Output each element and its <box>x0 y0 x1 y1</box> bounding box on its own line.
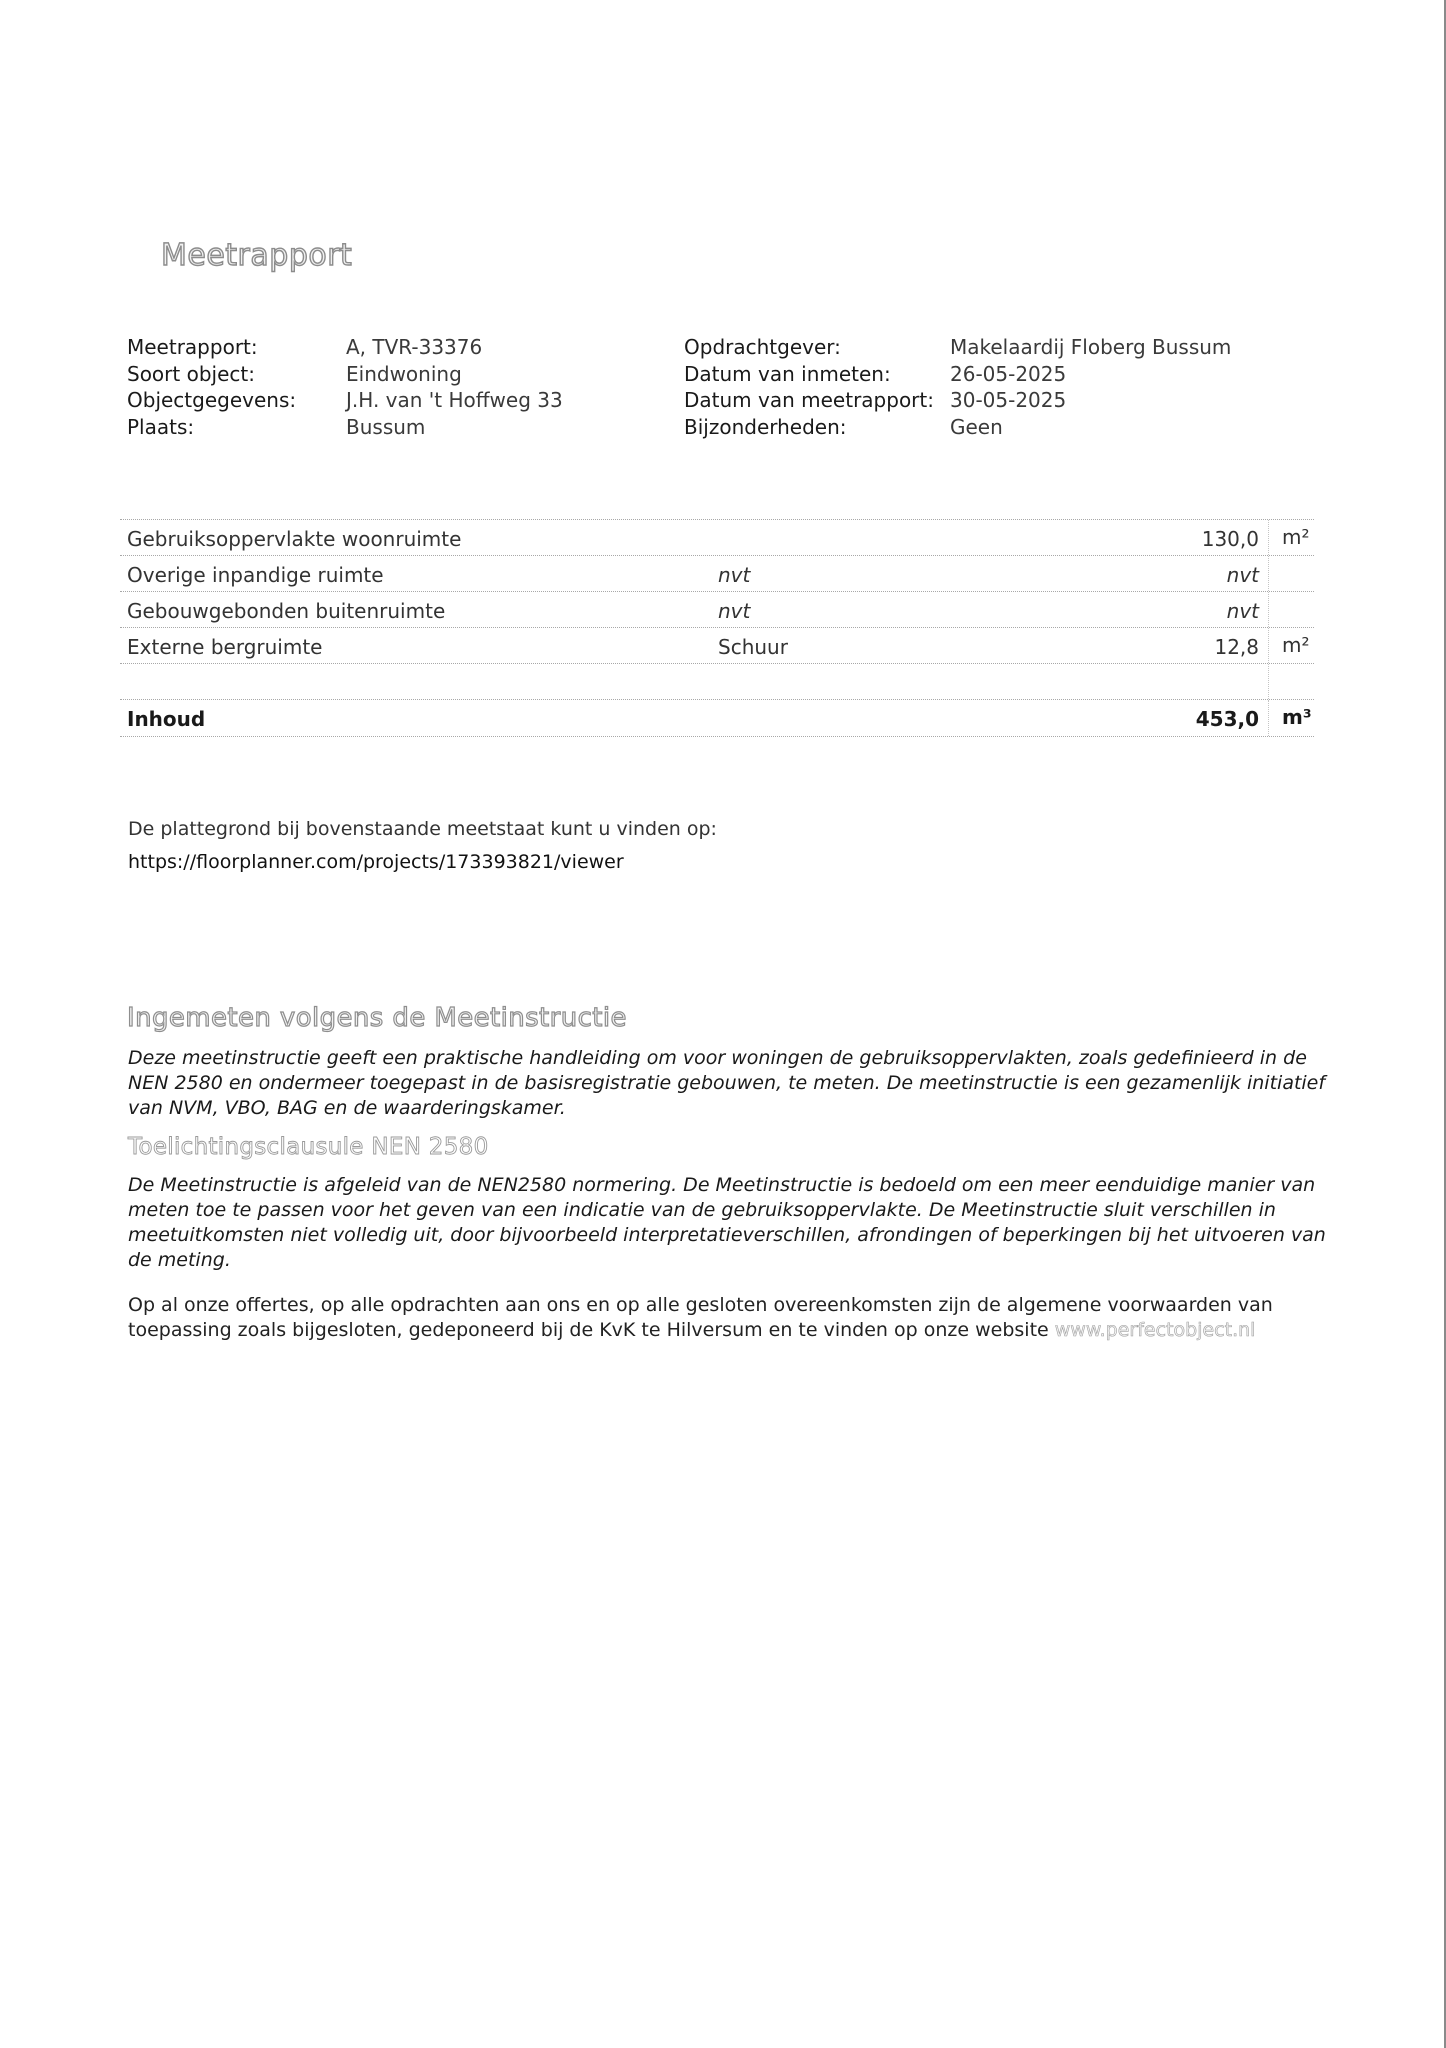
measurement-label: Inhoud <box>127 707 206 731</box>
info-label: Opdrachtgever: <box>684 335 841 359</box>
info-row-opdrachtgever <box>684 334 1231 361</box>
measurement-note: nvt <box>718 563 751 587</box>
info-row-objectgegevens <box>127 387 563 414</box>
info-value: Geen <box>950 414 1003 439</box>
floorplan-link[interactable]: https://floorplanner.com/projects/173393821/viewer <box>128 851 624 873</box>
measurement-row-gebruiksoppervlakte <box>120 519 1314 555</box>
info-value: Eindwoning <box>346 361 462 386</box>
column-divider <box>1268 556 1269 591</box>
measurement-row-externe-berg <box>120 627 1314 663</box>
floorplan-intro: De plattegrond bij bovenstaande meetstaat kunt u vinden op: <box>128 818 717 840</box>
terms-text: Op al onze offertes, op alle opdrachten aan ons en op alle gesloten overeenkomsten zijn de algemene voorwaarden van toepassing zoals bijgesloten, gedeponeerd bij de KvK te Hilversum en te vinden op onze website <box>128 1294 1273 1341</box>
measurement-table <box>120 519 1314 737</box>
info-value: 26-05-2025 <box>950 361 1067 386</box>
measurement-value: 453,0 <box>1195 707 1259 731</box>
info-row-bijzonderheden <box>684 414 1231 441</box>
measurement-row-inhoud <box>120 699 1314 737</box>
section-heading: Ingemeten volgens de Meetinstructie <box>127 1003 627 1033</box>
info-label: Meetrapport: <box>127 335 258 359</box>
measurement-value: nvt <box>1226 563 1259 587</box>
info-label: Plaats: <box>127 414 195 439</box>
info-row-soort-object <box>127 361 563 388</box>
info-label: Soort object: <box>127 361 255 386</box>
measurement-note: nvt <box>718 599 751 623</box>
measurement-value: 12,8 <box>1214 635 1259 659</box>
info-value: 30-05-2025 <box>950 388 1067 412</box>
section-text: Deze meetinstructie geeft een praktische handleiding om voor woningen de gebruiksoppervlakten, zoals gedefinieerd in de NEN 2580 en ondermeer toegepast in de basisregistratie gebouwen, te meten. De meetinstructie is een gezamenlijk initiatief van NVM, VBO, BAG en de waarderingskamer. <box>128 1047 1326 1119</box>
report-info-left <box>127 334 563 440</box>
measurement-unit: m² <box>1282 525 1310 549</box>
measurement-label: Gebouwgebonden buitenruimte <box>127 599 446 623</box>
info-value: Makelaardij Floberg Bussum <box>950 335 1232 359</box>
page-title: Meetrapport <box>161 238 353 273</box>
measurement-value: nvt <box>1226 599 1259 623</box>
measurement-row-empty <box>120 663 1314 699</box>
measurement-row-gebouwgebonden-buiten <box>120 591 1314 627</box>
info-value: A, TVR-33376 <box>346 335 483 359</box>
info-row-datum-inmeten <box>684 361 1231 388</box>
info-row-datum-meetrapport <box>684 387 1231 414</box>
clause-text: De Meetinstructie is afgeleid van de NEN2580 normering. De Meetinstructie is bedoeld om een meer eenduidige manier van meten toe te passen voor het geven van een indicatie van de gebruiksoppervlakte. De Meetinstructie sluit verschillen in meetuitkomsten niet volledig uit, door bijvoorbeeld interpretatieverschillen, afrondingen of beperkingen bij het uitvoeren van de meting. <box>128 1174 1326 1271</box>
info-value: J.H. van 't Hoffweg 33 <box>346 388 563 412</box>
website-link[interactable]: www.perfectobject.nl <box>1054 1319 1256 1341</box>
clause-heading: Toelichtingsclausule NEN 2580 <box>128 1134 489 1160</box>
measurement-note: Schuur <box>718 635 788 659</box>
info-label: Bijzonderheden: <box>684 414 847 439</box>
measurement-unit: m² <box>1282 633 1310 657</box>
info-label: Datum van meetrapport: <box>684 388 934 412</box>
column-divider <box>1268 592 1269 627</box>
info-label: Datum van inmeten: <box>684 361 891 386</box>
column-divider <box>1268 520 1269 555</box>
column-divider <box>1268 664 1269 699</box>
measurement-label: Externe bergruimte <box>127 635 323 659</box>
report-info-right <box>684 334 1231 440</box>
measurement-row-overige-inpandig <box>120 555 1314 591</box>
floorplan-reference <box>128 813 717 879</box>
terms-paragraph <box>128 1293 1343 1343</box>
info-row-meetrapport <box>127 334 563 361</box>
measurement-label: Overige inpandige ruimte <box>127 563 384 587</box>
info-row-plaats <box>127 414 563 441</box>
measurement-value: 130,0 <box>1201 527 1259 551</box>
info-value: Bussum <box>346 414 426 439</box>
info-label: Objectgegevens: <box>127 388 297 412</box>
measurement-unit: m³ <box>1282 705 1312 729</box>
column-divider <box>1268 628 1269 663</box>
column-divider <box>1268 700 1269 736</box>
measurement-label: Gebruiksoppervlakte woonruimte <box>127 527 462 551</box>
